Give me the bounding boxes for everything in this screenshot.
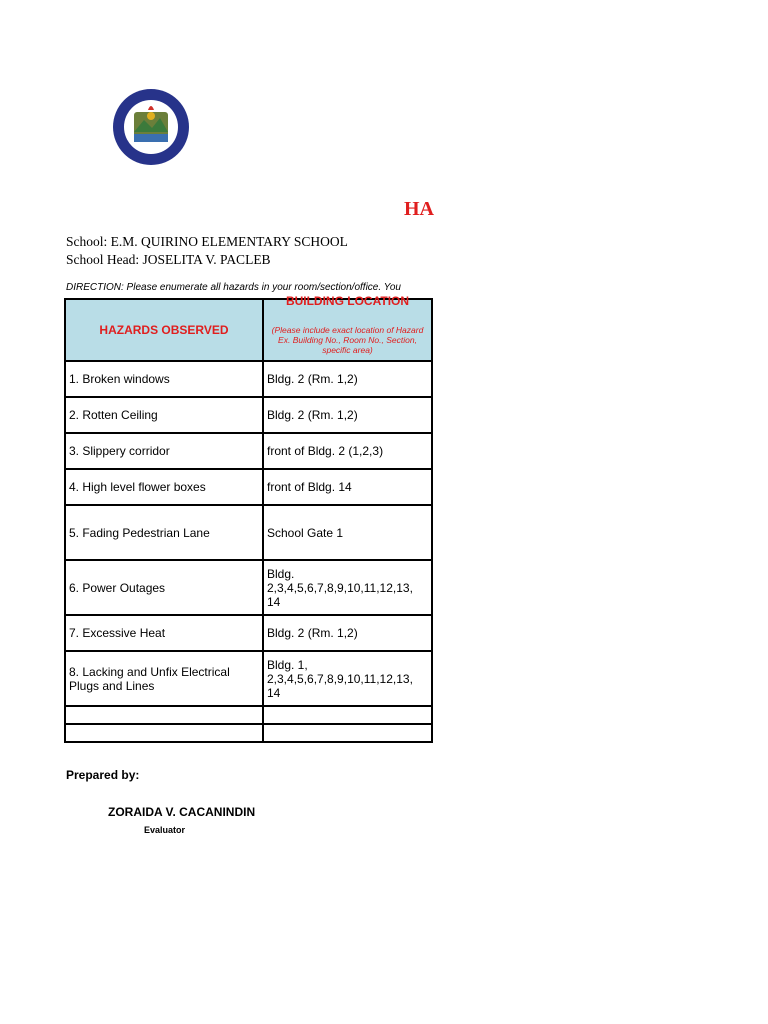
table-row — [65, 505, 432, 560]
division-seal-logo — [112, 88, 190, 166]
hazard-table — [64, 294, 433, 743]
location-cell: front of Bldg. 2 (1,2,3) — [263, 433, 432, 469]
header-location-label: BUILDING LOCATION — [285, 294, 410, 308]
location-cell: Bldg. 2 (Rm. 1,2) — [263, 361, 432, 397]
hazard-cell: 2. Rotten Ceiling — [65, 397, 263, 433]
evaluator-name: ZORAIDA V. CACANINDIN — [108, 805, 256, 819]
location-cell: School Gate 1 — [263, 505, 432, 560]
school-head-name: School Head: JOSELITA V. PACLEB — [66, 252, 271, 267]
header-building-location — [263, 294, 432, 361]
hazard-cell: 5. Fading Pedestrian Lane — [65, 505, 263, 560]
location-cell: Bldg. 2,3,4,5,6,7,8,9,10,11,12,13, 14 — [263, 560, 432, 615]
school-name: School: E.M. QUIRINO ELEMENTARY SCHOOL — [66, 234, 348, 249]
prepared-by-label: Prepared by: — [66, 768, 140, 782]
table-row — [65, 361, 432, 397]
table-header-row — [65, 299, 432, 361]
hazard-cell: 6. Power Outages — [65, 560, 263, 615]
table-row — [65, 615, 432, 651]
location-cell: Bldg. 2 (Rm. 1,2) — [263, 615, 432, 651]
location-cell: front of Bldg. 14 — [263, 469, 432, 505]
direction-text: DIRECTION: Please enumerate all hazards in your room/section/office. You — [66, 282, 401, 293]
location-cell: Bldg. 2 (Rm. 1,2) — [263, 397, 432, 433]
table-row — [65, 397, 432, 433]
hazard-cell — [65, 706, 263, 724]
header-location-note: (Please include exact location of Hazard Ex. Building No., Room No., Section, specific area) — [271, 325, 424, 355]
table-row — [65, 651, 432, 706]
table-row — [65, 469, 432, 505]
location-cell — [263, 724, 432, 742]
location-cell — [263, 706, 432, 724]
header-hazards-label: HAZARDS OBSERVED — [99, 323, 229, 337]
hazard-cell: 1. Broken windows — [65, 361, 263, 397]
hazard-cell: 4. High level flower boxes — [65, 469, 263, 505]
table-row — [65, 560, 432, 615]
hazard-cell: 3. Slippery corridor — [65, 433, 263, 469]
hazard-cell: 7. Excessive Heat — [65, 615, 263, 651]
hazard-cell: 8. Lacking and Unfix Electrical Plugs and Lines — [65, 651, 263, 706]
hazard-cell — [65, 724, 263, 742]
evaluator-role: Evaluator — [144, 825, 186, 835]
document-title-fragment: HA — [404, 198, 434, 220]
table-row-empty — [65, 724, 432, 742]
table-row-empty — [65, 706, 432, 724]
header-hazards-observed — [65, 299, 263, 361]
table-row — [65, 433, 432, 469]
location-cell: Bldg. 1, 2,3,4,5,6,7,8,9,10,11,12,13, 14 — [263, 651, 432, 706]
